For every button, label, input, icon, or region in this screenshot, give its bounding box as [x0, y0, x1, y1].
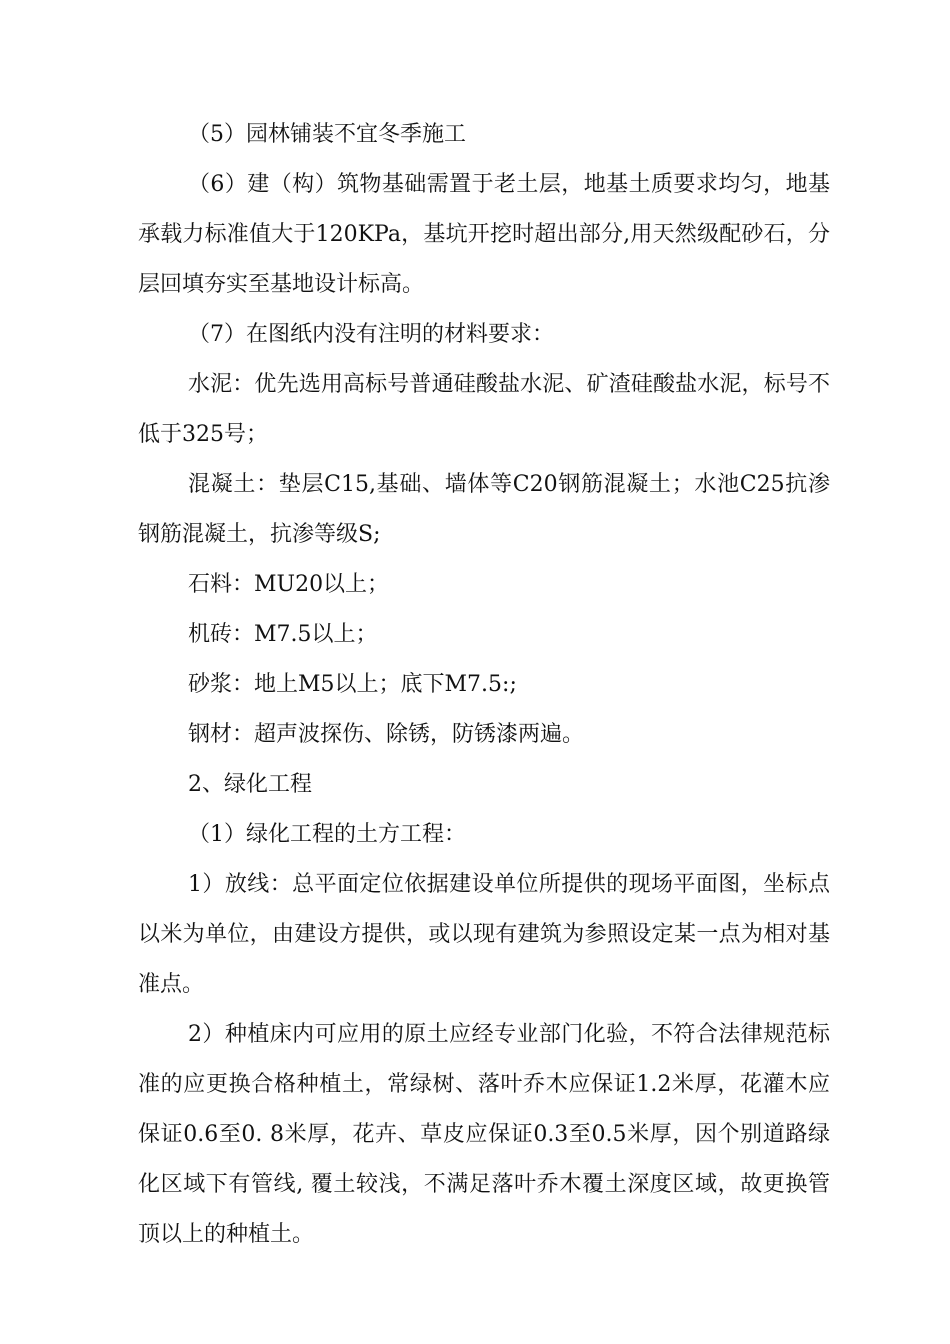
- paragraph-concrete: 混凝土：垫层C15,基础、墙体等C20钢筋混凝土；水池C25抗渗钢筋混凝土，抗渗等级S;: [138, 472, 830, 547]
- paragraph-cement: 水泥：优先选用高标号普通硅酸盐水泥、矿渣硅酸盐水泥，标号不低于325号；: [138, 372, 830, 447]
- document-body: [138, 110, 830, 1260]
- paragraph-planting-soil: 2）种植床内可应用的原土应经专业部门化验，不符合法律规范标准的应更换合格种植土，常绿树、落叶乔木应保证1.2米厚，花灌木应保证0.6至0. 8米厚，花卉、草皮应保证0.3至0.5米厚，因个别道路绿化区域下有管线, 覆土较浅，不满足落叶乔木覆土深度区域，故更换管顶以上的种植土。: [138, 1022, 830, 1247]
- section-heading-greening: 2、绿化工程: [188, 772, 312, 797]
- paragraph-6-foundation: （6）建（构）筑物基础需置于老土层，地基土质要求均匀，地基承载力标准值大于120KPa，基坑开挖时超出部分,用天然级配砂石，分层回填夯实至基地设计标高。: [138, 172, 830, 297]
- paragraph-greening-earthwork: （1）绿化工程的土方工程：: [188, 822, 466, 847]
- paragraph-steel: 钢材：超声波探伤、除锈，防锈漆两遍。: [188, 722, 585, 747]
- paragraph-setting-out: 1）放线：总平面定位依据建设单位所提供的现场平面图，坐标点以米为单位，由建设方提供，或以现有建筑为参照设定某一点为相对基准点。: [138, 872, 830, 997]
- paragraph-7-materials-heading: （7）在图纸内没有注明的材料要求：: [188, 322, 554, 347]
- paragraph-5-paving: （5）园林铺装不宜冬季施工: [188, 122, 466, 147]
- paragraph-stone: 石料：MU20以上；: [188, 572, 390, 597]
- paragraph-mortar: 砂浆：地上M5以上；底下M7.5:;: [188, 672, 517, 697]
- paragraph-brick: 机砖：M7.5以上；: [188, 622, 378, 647]
